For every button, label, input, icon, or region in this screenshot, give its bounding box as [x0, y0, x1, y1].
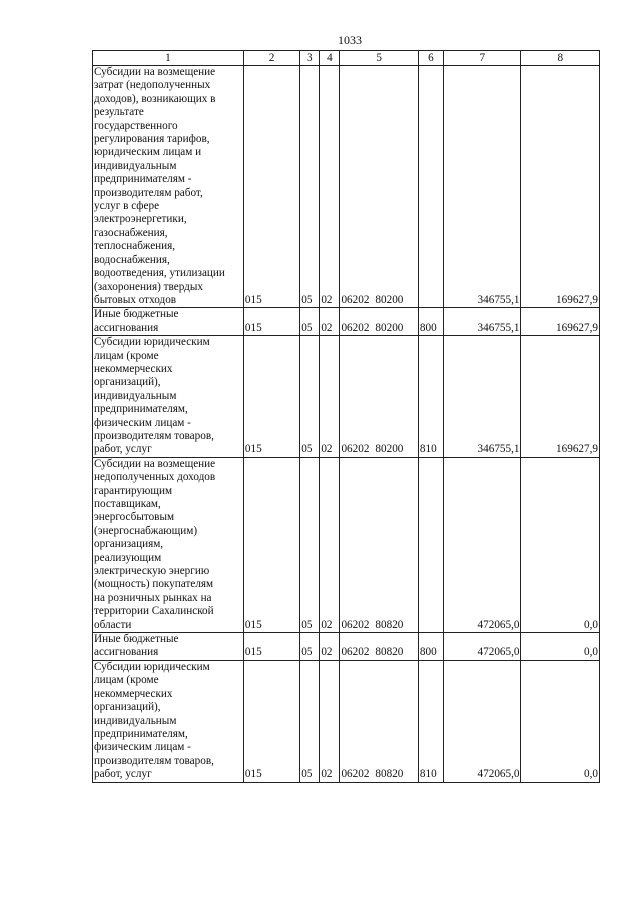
- description-line: производителям товаров,: [94, 754, 214, 767]
- amount-year-2: 0,0: [521, 457, 600, 632]
- description-line: услуг в сфере: [94, 200, 160, 213]
- amount-year-1: 346755,1: [444, 66, 521, 308]
- target-article-code: [340, 308, 418, 336]
- description-line: юридическим лицам и: [94, 146, 202, 159]
- row-description: [93, 457, 244, 632]
- program-code: 06202: [341, 618, 370, 631]
- direction-code: 80820: [375, 618, 404, 631]
- description-line: доходов), возникающих в: [94, 92, 216, 105]
- description-line: затрат (недополученных: [94, 79, 211, 92]
- amount-year-2: 0,0: [521, 660, 600, 782]
- column-header-5: 5: [340, 51, 418, 66]
- subsection-code: 02: [320, 336, 340, 458]
- row-description: [93, 308, 244, 336]
- program-code: 06202: [341, 646, 370, 659]
- description-line: Субсидии на возмещение: [94, 66, 216, 78]
- description-line: теплоснабжения,: [94, 240, 176, 253]
- description-line: физическим лицам -: [94, 741, 191, 754]
- amount-year-1: 346755,1: [444, 308, 521, 336]
- ministry-code: 015: [243, 336, 299, 458]
- amount-year-1: 472065,0: [444, 633, 521, 661]
- subsection-code: 02: [320, 457, 340, 632]
- description-line: лицам (кроме: [94, 674, 159, 687]
- table-row: [93, 308, 600, 336]
- page-number: 1033: [338, 33, 362, 47]
- row-description: [93, 633, 244, 661]
- description-line: гарантирующим: [94, 484, 173, 497]
- description-line: индивидуальным: [94, 714, 177, 727]
- expense-type-code: 810: [418, 336, 443, 458]
- description-line: некоммерческих: [94, 362, 173, 375]
- description-line: организациям,: [94, 538, 164, 551]
- description-line: лицам (кроме: [94, 349, 159, 362]
- target-article-code: [340, 633, 418, 661]
- ministry-code: 015: [243, 66, 299, 308]
- description-line: водоотведения, утилизации: [94, 267, 225, 280]
- column-header-2: 2: [243, 51, 299, 66]
- description-line: работ, услуг: [94, 768, 152, 781]
- description-line: ассигнования: [94, 321, 159, 334]
- column-header-6: 6: [418, 51, 443, 66]
- expense-type-code: [418, 457, 443, 632]
- amount-year-2: 169627,9: [521, 308, 600, 336]
- expense-type-code: 800: [418, 633, 443, 661]
- description-line: Субсидии на возмещение: [94, 457, 216, 470]
- description-line: работ, услуг: [94, 443, 152, 456]
- description-line: водоснабжения,: [94, 253, 170, 266]
- table-row: [93, 66, 600, 308]
- direction-code: 80200: [375, 443, 404, 456]
- subsection-code: 02: [320, 633, 340, 661]
- description-line: электрическую энергию: [94, 565, 210, 578]
- description-line: индивидуальным: [94, 159, 177, 172]
- ministry-code: 015: [243, 308, 299, 336]
- amount-year-1: 472065,0: [444, 660, 521, 782]
- program-code: 06202: [341, 293, 370, 306]
- description-line: области: [94, 618, 132, 631]
- column-header-3: 3: [300, 51, 320, 66]
- subsection-code: 02: [320, 660, 340, 782]
- description-line: Иные бюджетные: [94, 633, 179, 646]
- expense-type-code: [418, 66, 443, 308]
- description-line: производителям товаров,: [94, 429, 214, 442]
- description-line: Иные бюджетные: [94, 308, 179, 321]
- description-line: Субсидии юридическим: [94, 336, 210, 349]
- description-line: организаций),: [94, 701, 161, 714]
- description-line: физическим лицам -: [94, 416, 191, 429]
- column-header-8: 8: [521, 51, 600, 66]
- table-row: [93, 633, 600, 661]
- subsection-code: 02: [320, 308, 340, 336]
- description-line: бытовых отходов: [94, 293, 177, 306]
- program-code: 06202: [341, 443, 370, 456]
- row-description: [93, 660, 244, 782]
- column-header-row: [93, 51, 600, 66]
- description-line: территории Сахалинской: [94, 605, 214, 618]
- description-line: (захоронения) твердых: [94, 280, 203, 293]
- description-line: (энергоснабжающим): [94, 524, 198, 537]
- budget-table: [92, 50, 600, 783]
- description-line: газоснабжения,: [94, 226, 168, 239]
- table-body: [93, 66, 600, 783]
- amount-year-2: 0,0: [521, 633, 600, 661]
- target-article-code: [340, 66, 418, 308]
- description-line: государственного: [94, 119, 178, 132]
- description-line: недополученных доходов: [94, 471, 216, 484]
- program-code: 06202: [341, 768, 370, 781]
- program-code: 06202: [341, 321, 370, 334]
- subsection-code: 02: [320, 66, 340, 308]
- direction-code: 80200: [375, 321, 404, 334]
- amount-year-1: 346755,1: [444, 336, 521, 458]
- target-article-code: [340, 660, 418, 782]
- direction-code: 80820: [375, 646, 404, 659]
- description-line: реализующим: [94, 551, 162, 564]
- description-line: предпринимателям -: [94, 173, 192, 186]
- section-code: 05: [300, 660, 320, 782]
- amount-year-2: 169627,9: [521, 66, 600, 308]
- description-line: электроэнергетики,: [94, 213, 187, 226]
- ministry-code: 015: [243, 457, 299, 632]
- description-line: индивидуальным: [94, 389, 177, 402]
- table-row: [93, 457, 600, 632]
- amount-year-1: 472065,0: [444, 457, 521, 632]
- description-line: Субсидии юридическим: [94, 660, 210, 673]
- target-article-code: [340, 336, 418, 458]
- description-line: организаций),: [94, 376, 161, 389]
- ministry-code: 015: [243, 633, 299, 661]
- description-line: предпринимателям,: [94, 727, 188, 740]
- description-line: предпринимателям,: [94, 403, 188, 416]
- description-line: некоммерческих: [94, 687, 173, 700]
- direction-code: 80200: [375, 293, 404, 306]
- row-description: [93, 336, 244, 458]
- row-description: [93, 66, 244, 308]
- table-row: [93, 660, 600, 782]
- column-header-1: 1: [93, 51, 244, 66]
- description-line: регулирования тарифов,: [94, 133, 210, 146]
- description-line: результате: [94, 106, 144, 119]
- section-code: 05: [300, 336, 320, 458]
- ministry-code: 015: [243, 660, 299, 782]
- expense-type-code: 800: [418, 308, 443, 336]
- table-row: [93, 336, 600, 458]
- description-line: поставщикам,: [94, 498, 161, 510]
- amount-year-2: 169627,9: [521, 336, 600, 458]
- description-line: ассигнования: [94, 646, 159, 659]
- section-code: 05: [300, 633, 320, 661]
- direction-code: 80820: [375, 768, 404, 781]
- description-line: на розничных рынках на: [94, 591, 212, 604]
- description-line: энергосбытовым: [94, 511, 175, 524]
- description-line: производителям работ,: [94, 186, 203, 199]
- section-code: 05: [300, 66, 320, 308]
- target-article-code: [340, 457, 418, 632]
- section-code: 05: [300, 457, 320, 632]
- column-header-4: 4: [320, 51, 340, 66]
- column-header-7: 7: [444, 51, 521, 66]
- section-code: 05: [300, 308, 320, 336]
- expense-type-code: 810: [418, 660, 443, 782]
- description-line: (мощность) покупателям: [94, 578, 214, 591]
